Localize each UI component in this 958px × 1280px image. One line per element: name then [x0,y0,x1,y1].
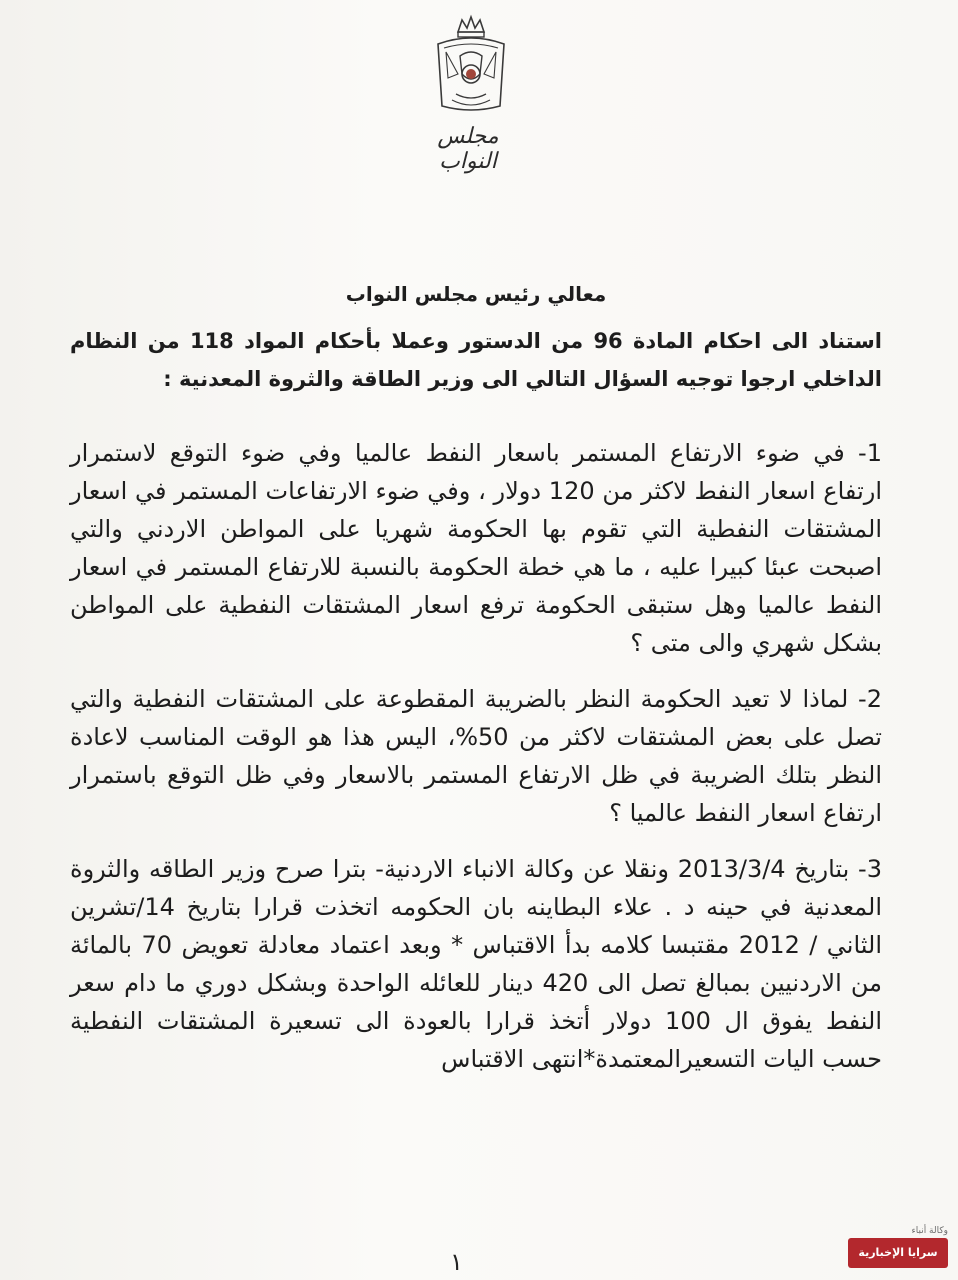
council-name: مجلس النواب [437,124,499,174]
news-watermark [846,1226,948,1270]
letter-addressee: معالي رئيس مجلس النواب [345,282,607,306]
page-number: ١ [450,1248,463,1276]
letter-intro: استناد الى احكام المادة 96 من الدستور وعملا بأحكام المواد 118 من النظام الداخلي ارجوا توجيه السؤال التالي الى وزير الطاقة والثروة المعدنية : [70,329,882,391]
watermark-caption: وكالة أنباء [911,1226,948,1236]
question-item-1: 1- في ضوء الارتفاع المستمر باسعار النفط عالميا وفي ضوء التوقع لاستمرار ارتفاع اسعار النفط لاكثر من 120 دولار ، وفي ضوء الارتفاعات المستمر في اسعار المشتقات النفطية التي تقوم بها الحكومة شهريا على المواطن الاردني والتي اصبحت عبئا كبيرا عليه ، ما هي خطة الحكومة بالنسبة للارتفاع المستمر في اسعار النفط عالميا وهل ستبقى الحكومة ترفع اسعار المشتقات النفطية على المواطن بشكل شهري والى متى ؟ [70,439,883,657]
question-item-3: 3- بتاريخ 2013/3/4 ونقلا عن وكالة الانباء الاردنية- بترا صرح وزير الطاقه والثروة المعدنية في حينه د . علاء البطاينه بان الحكومه اتخذت قرارا بتاريخ 14/تشرين الثاني / 2012 مقتبسا كلامه بدأ الاقتباس * وبعد اعتماد معادلة تعويض 70 بالمائة من الاردنيين بمبالغ تصل الى 420 دينار للعائله الواحدة وبشكل دوري ما دام سعر النفط يفوق ال 100 دولار أتخذ قرارا بالعودة الى تسعيرة المشتقات النفطية حسب اليات التسعيرالمعتمدة*انتهى الاقتباس [70,855,883,1073]
question-item-2: 2- لماذا لا تعيد الحكومة النظر بالضريبة المقطوعة على المشتقات النفطية والتي تصل على بعض المشتقات لاكثر من 50%، اليس هذا هو الوقت المناسب لاعادة النظر بتلك الضريبة في ظل الارتفاع المستمر بالاسعار وفي ظل التوقع باستمرار ارتفاع اسعار النفط عالميا ؟ [70,685,882,827]
coat-of-arms-logo [428,14,514,118]
letter-body [70,282,882,1096]
watermark-logo: سرايا الإخبارية [848,1238,948,1268]
